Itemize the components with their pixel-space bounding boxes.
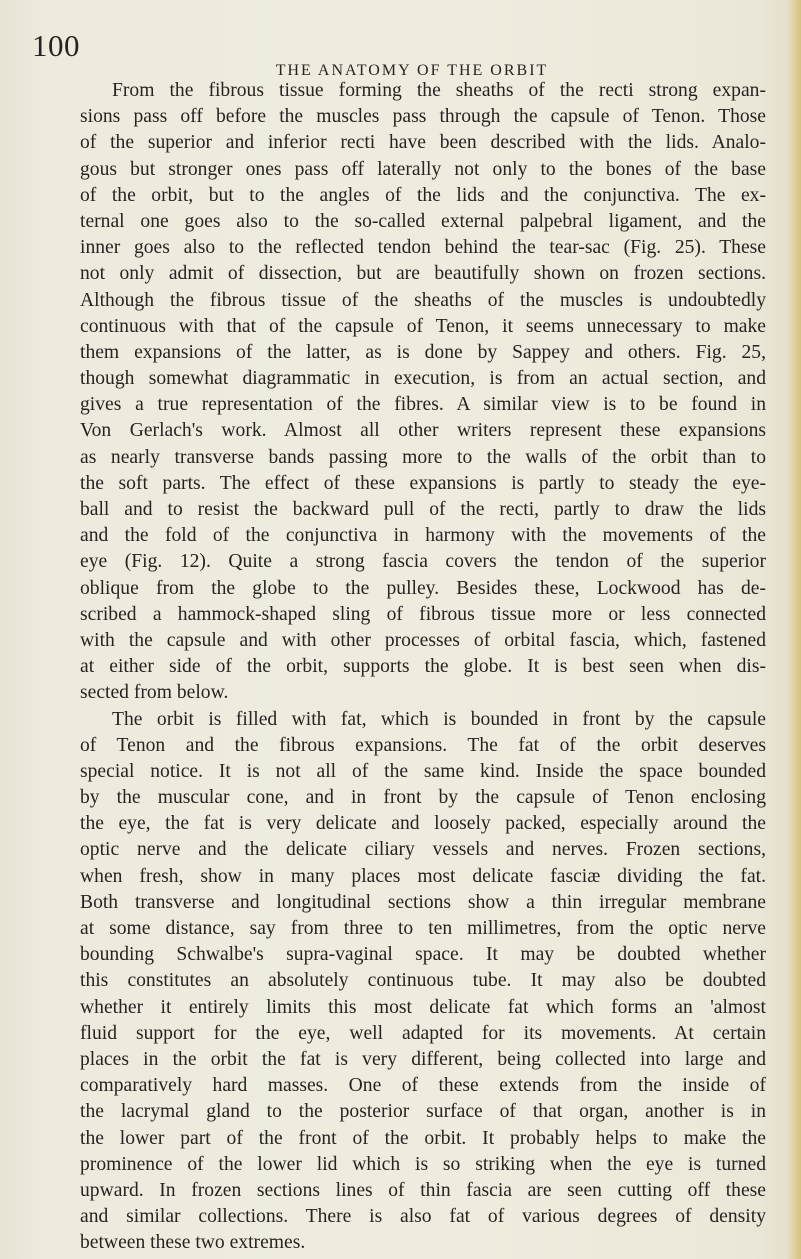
text-line: prominence of the lower lid which is so striking when the eye is turned xyxy=(80,1153,766,1175)
text-line: upward. In frozen sections lines of thin fascia are seen cutting off these xyxy=(80,1179,766,1201)
text-line: by the muscular cone, and in front by the capsule of Tenon enclosing xyxy=(80,787,766,809)
page-number: 100 xyxy=(32,28,80,63)
text-line: gous but stronger ones pass off laterally not only to the bones of the base xyxy=(80,158,766,180)
paragraph-1 xyxy=(80,78,766,707)
text-line: gives a true representation of the fibres. A similar view is to be found in xyxy=(80,394,766,416)
text-line: when fresh, show in many places most delicate fasciæ dividing the fat. xyxy=(80,865,766,887)
text-line: sected from below. xyxy=(80,682,229,704)
text-line: ternal one goes also to the so-called external palpebral ligament, and the xyxy=(80,210,766,232)
text-line: of the orbit, but to the angles of the lids and the conjunctiva. The ex- xyxy=(80,184,766,206)
text-line: fluid support for the eye, well adapted for its movements. At certain xyxy=(80,1022,766,1044)
text-line: of the superior and inferior recti have been described with the lids. Analo- xyxy=(80,132,766,154)
text-line: Both transverse and longitudinal sections show a thin irregular membrane xyxy=(80,891,766,913)
text-line: between these two extremes. xyxy=(80,1232,306,1254)
text-line: places in the orbit the fat is very different, being collected into large and xyxy=(80,1048,766,1070)
text-line: with the capsule and with other processes of orbital fascia, which, fastened xyxy=(80,629,766,651)
text-line: oblique from the globe to the pulley. Besides these, Lockwood has de- xyxy=(80,577,766,599)
text-line: them expansions of the latter, as is done by Sappey and others. Fig. 25, xyxy=(80,341,766,363)
text-line: Although the fibrous tissue of the sheaths of the muscles is undoubtedly xyxy=(80,289,766,311)
text-line: at either side of the orbit, supports the globe. It is best seen when dis- xyxy=(80,656,766,678)
text-line: Von Gerlach's work. Almost all other writers represent these expansions xyxy=(80,420,766,442)
text-line: The orbit is filled with fat, which is bounded in front by the capsule xyxy=(112,708,766,730)
paragraph-2 xyxy=(80,707,766,1257)
text-line: From the fibrous tissue forming the sheaths of the recti strong expan- xyxy=(112,80,766,101)
text-line: the lower part of the front of the orbit. It probably helps to make the xyxy=(80,1127,766,1149)
text-line: at some distance, say from three to ten millimetres, from the optic nerve xyxy=(80,918,766,939)
text-line: ball and to resist the backward pull of the recti, partly to draw the lids xyxy=(80,499,766,520)
text-line: eye (Fig. 12). Quite a strong fascia covers the tendon of the superior xyxy=(80,551,766,573)
text-line: bounding Schwalbe's supra-vaginal space. It may be doubted whether xyxy=(80,944,766,966)
text-line: and similar collections. There is also fat of various degrees of density xyxy=(80,1206,766,1228)
text-line: the lacrymal gland to the posterior surface of that organ, another is in xyxy=(80,1101,766,1123)
text-line: special notice. It is not all of the same kind. Inside the space bounded xyxy=(80,760,766,782)
text-line: the eye, the fat is very delicate and loosely packed, especially around the xyxy=(80,813,766,835)
text-line: continuous with that of the capsule of Tenon, it seems unnecessary to make xyxy=(80,315,766,337)
text-line: scribed a hammock-shaped sling of fibrous tissue more or less connected xyxy=(80,603,766,625)
text-line: whether it entirely limits this most delicate fat which forms an 'almost xyxy=(80,996,766,1018)
text-line: and the fold of the conjunctiva in harmony with the movements of the xyxy=(80,525,766,547)
text-line: as nearly transverse bands passing more to the walls of the orbit than to xyxy=(80,446,766,468)
text-line: the soft parts. The effect of these expansions is partly to steady the eye- xyxy=(80,472,766,494)
text-line: comparatively hard masses. One of these extends from the inside of xyxy=(80,1075,766,1097)
body-text xyxy=(80,78,766,1256)
text-line: inner goes also to the reflected tendon behind the tear-sac (Fig. 25). These xyxy=(80,237,766,259)
text-line: sions pass off before the muscles pass through the capsule of Tenon. Those xyxy=(80,106,766,128)
text-line: optic nerve and the delicate ciliary vessels and nerves. Frozen sections, xyxy=(80,839,766,861)
text-line: this constitutes an absolutely continuous tube. It may also be doubted xyxy=(80,970,766,992)
running-head: THE ANATOMY OF THE ORBIT xyxy=(275,62,549,79)
text-line: of Tenon and the fibrous expansions. The fat of the orbit deserves xyxy=(80,734,766,756)
text-line: though somewhat diagrammatic in execution, is from an actual section, and xyxy=(80,368,766,390)
page-edge-shadow xyxy=(787,0,801,1259)
text-line: not only admit of dissection, but are beautifully shown on frozen sections. xyxy=(80,263,766,285)
